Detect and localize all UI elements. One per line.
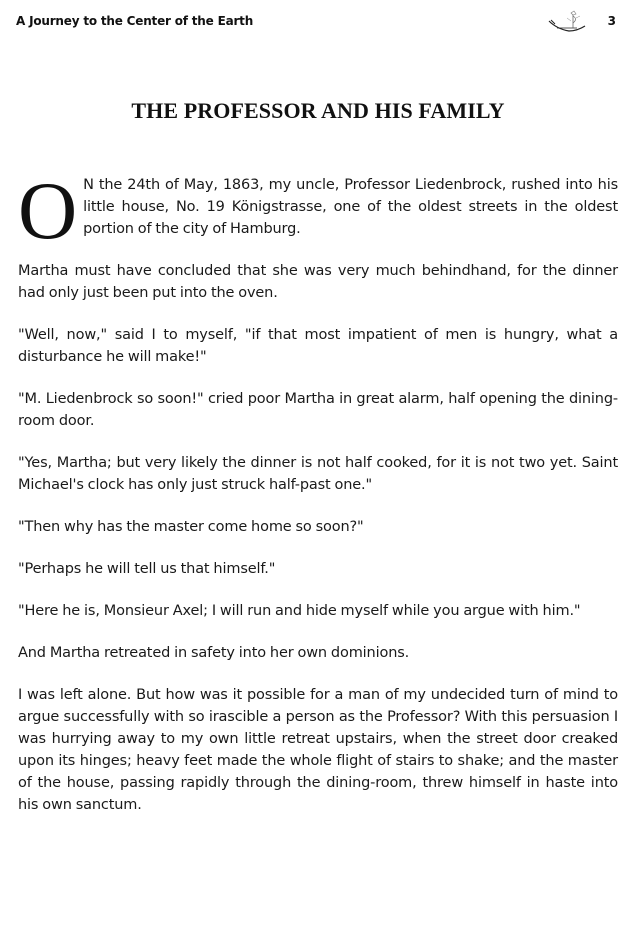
chapter-title: THE PROFESSOR AND HIS FAMILY xyxy=(131,98,505,123)
paragraph: "Yes, Martha; but very likely the dinner is not half cooked, for it is not two yet. Saint Michael's clock has only just struck half-past one." xyxy=(18,455,618,493)
running-header xyxy=(16,11,616,35)
drop-cap: O xyxy=(18,165,78,256)
paragraph xyxy=(18,165,618,256)
paragraph: "Perhaps he will tell us that himself." xyxy=(18,561,276,577)
book-title: A Journey to the Center of the Earth xyxy=(16,14,254,28)
paragraph: "M. Liedenbrock so soon!" cried poor Martha in great alarm, half opening the dining-room door. xyxy=(18,391,618,429)
chapter-body xyxy=(18,165,618,816)
page-number: 3 xyxy=(607,14,616,28)
paragraph: "Then why has the master come home so soon?" xyxy=(18,519,364,535)
ship-ornament-icon xyxy=(547,9,591,35)
paragraph: And Martha retreated in safety into her own dominions. xyxy=(18,645,410,661)
paragraph: "Well, now," said I to myself, "if that most impatient of men is hungry, what a disturbance he will make!" xyxy=(18,327,618,365)
paragraph: "Here he is, Monsieur Axel; I will run and hide myself while you argue with him." xyxy=(18,603,581,619)
paragraph-text: N the 24th of May, 1863, my uncle, Professor Liedenbrock, rushed into his little house, No. 19 Königstrasse, one of the oldest streets in the oldest portion of the city of Hamburg. xyxy=(83,177,618,237)
paragraph: I was left alone. But how was it possible for a man of my undecided turn of mind to argue successfully with so irascible a person as the Professor? With this persuasion I was hurrying away to my own little retreat upstairs, when the street door creaked upon its hinges; heavy feet made the whole flight of stairs to shake; and the master of the house, passing rapidly through the dining-room, threw himself in haste into his own sanctum. xyxy=(18,687,618,813)
paragraph: Martha must have concluded that she was very much behindhand, for the dinner had only just been put into the oven. xyxy=(18,263,618,301)
